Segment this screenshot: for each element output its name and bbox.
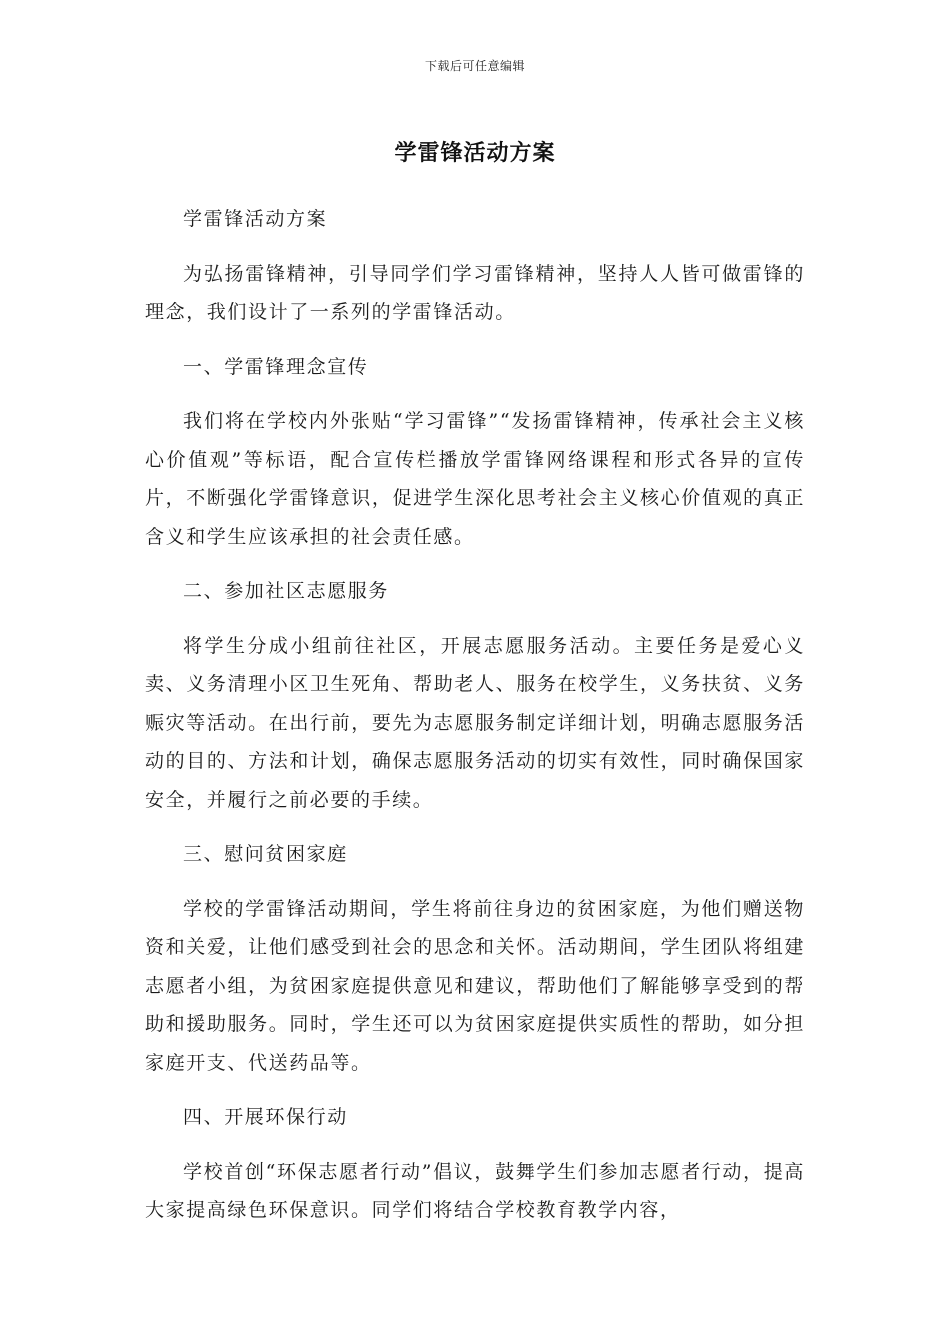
- paragraph-section-3: 学校的学雷锋活动期间，学生将前往身边的贫困家庭，为他们赠送物资和关爱，让他们感受到社会的思念和关怀。活动期间，学生团队将组建志愿者小组，为贫困家庭提供意见和建议，帮助他们了解能够享受到的帮助和援助服务。同时，学生还可以为贫困家庭提供实质性的帮助，如分担家庭开支、代送药品等。: [145, 897, 805, 1074]
- section-heading-3: 三、慰问贫困家庭: [183, 843, 348, 865]
- section-heading-2: 二、参加社区志愿服务: [183, 580, 390, 602]
- section-heading-1: 一、学雷锋理念宣传: [183, 355, 369, 378]
- header-note: 下载后可任意编辑: [424, 59, 525, 73]
- paragraph-section-2: 将学生分成小组前往社区，开展志愿服务活动。主要任务是爱心义卖、义务清理小区卫生死角、帮助老人、服务在校学生，义务扶贫、义务赈灾等活动。在出行前，要先为志愿服务制定详细计划，明确志愿服务活动的目的、方法和计划，确保志愿服务活动的切实有效性，同时确保国家安全，并履行之前必要的手续。: [145, 634, 805, 811]
- paragraph-intro: 为弘扬雷锋精神，引导同学们学习雷锋精神，坚持人人皆可做雷锋的理念，我们设计了一系列的学雷锋活动。: [145, 262, 805, 323]
- paragraph-section-1: 我们将在学校内外张贴“学习雷锋”“发扬雷锋精神，传承社会主义核心价值观”等标语，配合宣传栏播放学雷锋网络课程和形式各异的宣传片，不断强化学雷锋意识，促进学生深化思考社会主义核心价值观的真正含义和学生应该承担的社会责任感。: [145, 410, 805, 548]
- document-body: [145, 200, 805, 1246]
- document-title: 学雷锋活动方案: [394, 141, 556, 166]
- section-heading-4: 四、开展环保行动: [183, 1106, 348, 1128]
- paragraph-subtitle: 学雷锋活动方案: [183, 208, 328, 230]
- paragraph-section-4: 学校首创“环保志愿者行动”倡议，鼓舞学生们参加志愿者行动，提高大家提高绿色环保意识。同学们将结合学校教育教学内容，: [145, 1160, 805, 1221]
